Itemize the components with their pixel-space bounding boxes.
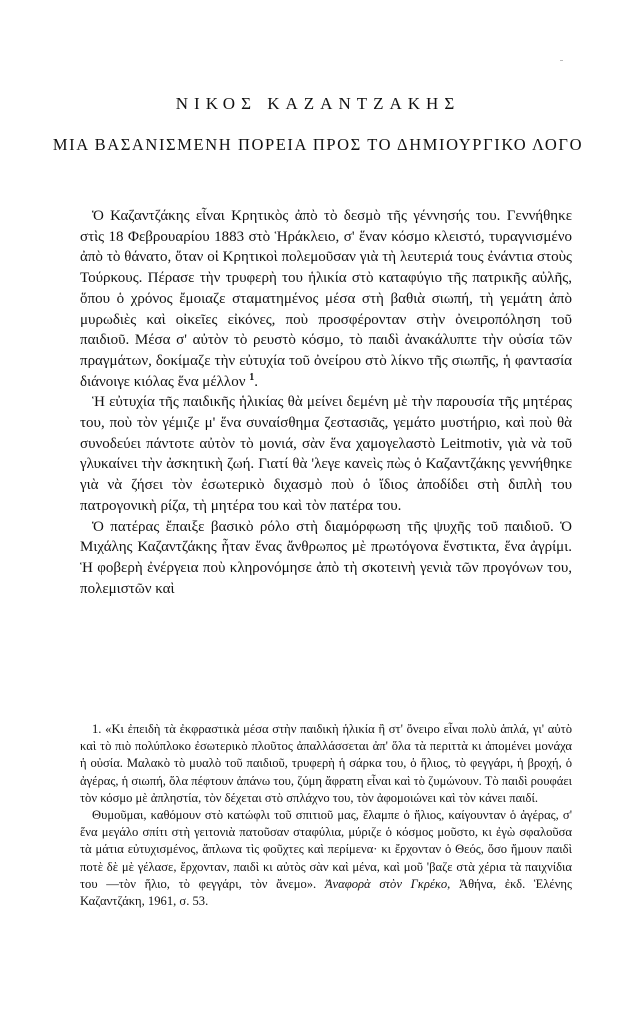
main-text <box>80 206 572 599</box>
footnote-1-continued <box>80 807 572 910</box>
footnote-publication: , Ἀθήνα, ἐκδ. Ἑλένης Καζαντζάκη, 1961, σ. 53. <box>80 876 572 909</box>
footnote-source-title: Ἀναφορὰ στὸν Γκρέκο <box>324 876 448 891</box>
paragraph-1 <box>80 206 572 392</box>
paragraph-1-text: Ὁ Καζαντζάκης εἶναι Κρητικὸς ἀπὸ τὸ δεσμὸ τῆς γέννησής του. Γεννήθηκε στὶς 18 Φεβρουαρίου 1883 στὸ Ἡράκλειο, σ' ἕναν κόσμο κλειστό, τυραγνισμένο ἀπὸ τὸ θάνατο, ὅταν οἱ Κρητικοὶ πολεμοῦσαν γιὰ τὴ λευτεριά τους ἐνάντια στοὺς Τούρκους. Πέρασε τὴν τρυφερὴ του ἡλικία στὸ καταφύγιο τῆς πατρικῆς αὐλῆς, ὅπου ὁ χρόνος ἔμοιαζε σταματημένος μέσα στὴ βαθιὰ σιωπή, τὴ γεμάτη ἀπὸ μυρωδιὲς καὶ οἰκεῖες εἰκόνες, ποὺ προσφέρονταν στὴν ὀνειροπόληση τοῦ παιδιοῦ. Μέσα σ' αὐτὸν τὸ ρευστὸ κόσμο, τὸ παιδὶ ἀνακάλυπτε τὴν οὐσία τῶν πραγμάτων, δοκίμαζε τὴν εὐτυχία τοῦ ὀνείρου στὸ λίκνο τῆς σιωπῆς, ἡ φαντασία διάνοιγε κιόλας ἕνα μέλλον <box>80 208 572 390</box>
author-name: ΝΙΚΟΣ ΚΑΖΑΝΤΖΑΚΗΣ <box>175 94 461 113</box>
paragraph-1-end: . <box>254 373 258 390</box>
paragraph-2: Ἡ εὐτυχία τῆς παιδικῆς ἡλικίας θὰ μείνει δεμένη μὲ τὴν παρουσία τῆς μητέρας του, ποὺ τὸν γέμιζε μ' ἕνα συναίσθημα ζεστασιᾶς, γεμάτο μυστήριο, καὶ ποὺ θὰ συνοδεύει πάντοτε αὐτὸν τὸ μονιά, σὰν ἕνα χαμογελαστὸ Leitmotiv, γιὰ νὰ τοῦ γλυκαίνει τὴν ἀσκητικὴ ζωή. Γιατί θὰ 'λεγε κανεὶς πὼς ὁ Καζαντζάκης γεννήθηκε γιὰ νὰ ζήσει τὸν ἐσωτερικὸ διχασμὸ ποὺ ὁ ἴδιος ἀποδίδει στὴ διπλὴ του πατρογονικὴ ρίζα, τὴ μητέρα του καὶ τὸν πατέρα του. <box>80 394 572 514</box>
footnote-reference[interactable]: 1 <box>249 371 255 383</box>
footnote-1: 1. «Κι ἐπειδὴ τὰ ἐκφραστικὰ μέσα στὴν παιδικὴ ἡλικία ἢ στ' ὄνειρο εἶναι πολὺ ἁπλά, γι' αὐτὸ καὶ τὸ πιὸ πολύπλοκο ἐσωτερικὸ πλοῦτος ἀπαλλάσσεται ἀπ' ὅλα τὰ περιττὰ κι ἀπομένει μονάχα ἡ οὐσία. Μαλακὸ τὸ μυαλὸ τοῦ παιδιοῦ, τρυφερὴ ἡ σάρκα του, ὁ ἥλιος, τὸ φεγγάρι, ἡ βροχή, ὁ ἀγέρας, ἡ σιωπή, ὅλα πέφτουν ἀπάνω του, ζύμη ἄφρατη εἶναι καὶ τὸ ζυμώνουν. Τὸ παιδὶ ρουφάει τὸν κόσμο μὲ ἀπληστία, τὸν δέχεται στὸ σπλάχνο του, τὸν ἀφομοιώνει καὶ τὸν κάνει παιδί. <box>80 722 572 805</box>
footnote-1-continued-text: Θυμοῦμαι, καθόμουν στὸ κατώφλι τοῦ σπιτιοῦ μας, ἔλαμπε ὁ ἥλιος, καίγουνταν ὁ ἀγέρας, σ' ἕνα μεγάλο σπίτι στὴ γειτονιὰ πατοῦσαν σταφύλια, μύριζε ὁ κόσμος μοῦστο, κι ἐγὼ σφαλοῦσα τὰ μάτια εὐτυχισμένος, ἅπλωνα τὶς φοῦχτες καὶ περίμενα· κι ἔρχονταν ὁ Θεός, ὅσο ἤμουν παιδὶ ποτὲ δὲ μὲ γέλασε, ἔρχονταν, παιδὶ κι αὐτὸς σὰν καὶ μένα, καὶ μοῦ 'βαζε στὰ χέρια τὰ παιχνίδια του —τὸν ἥλιο, τὸ φεγγάρι, τὸν ἄνεμο». <box>80 808 572 891</box>
chapter-title: ΜΙΑ ΒΑΣΑΝΙΣΜΕΝΗ ΠΟΡΕΙΑ ΠΡΟΣ ΤΟ ΔΗΜΙΟΥΡΓΙΚΟ ΛΟΓΟ <box>52 135 584 154</box>
footnotes-section <box>80 721 572 910</box>
page-speck <box>560 60 563 61</box>
paragraph-3: Ὁ πατέρας ἔπαιξε βασικὸ ρόλο στὴ διαμόρφωση τῆς ψυχῆς τοῦ παιδιοῦ. Ὁ Μιχάλης Καζαντζάκης ἦταν ἕνας ἄνθρωπος μὲ πρωτόγονα ἔνστικτα, ἕνα ἀγρίμι. Ἡ φοβερὴ ἐνέργεια ποὺ κληρονόμησε ἀπὸ τὴ σκοτεινὴ γενιὰ τῶν προγόνων του, πολεμιστῶν καὶ <box>80 518 572 597</box>
